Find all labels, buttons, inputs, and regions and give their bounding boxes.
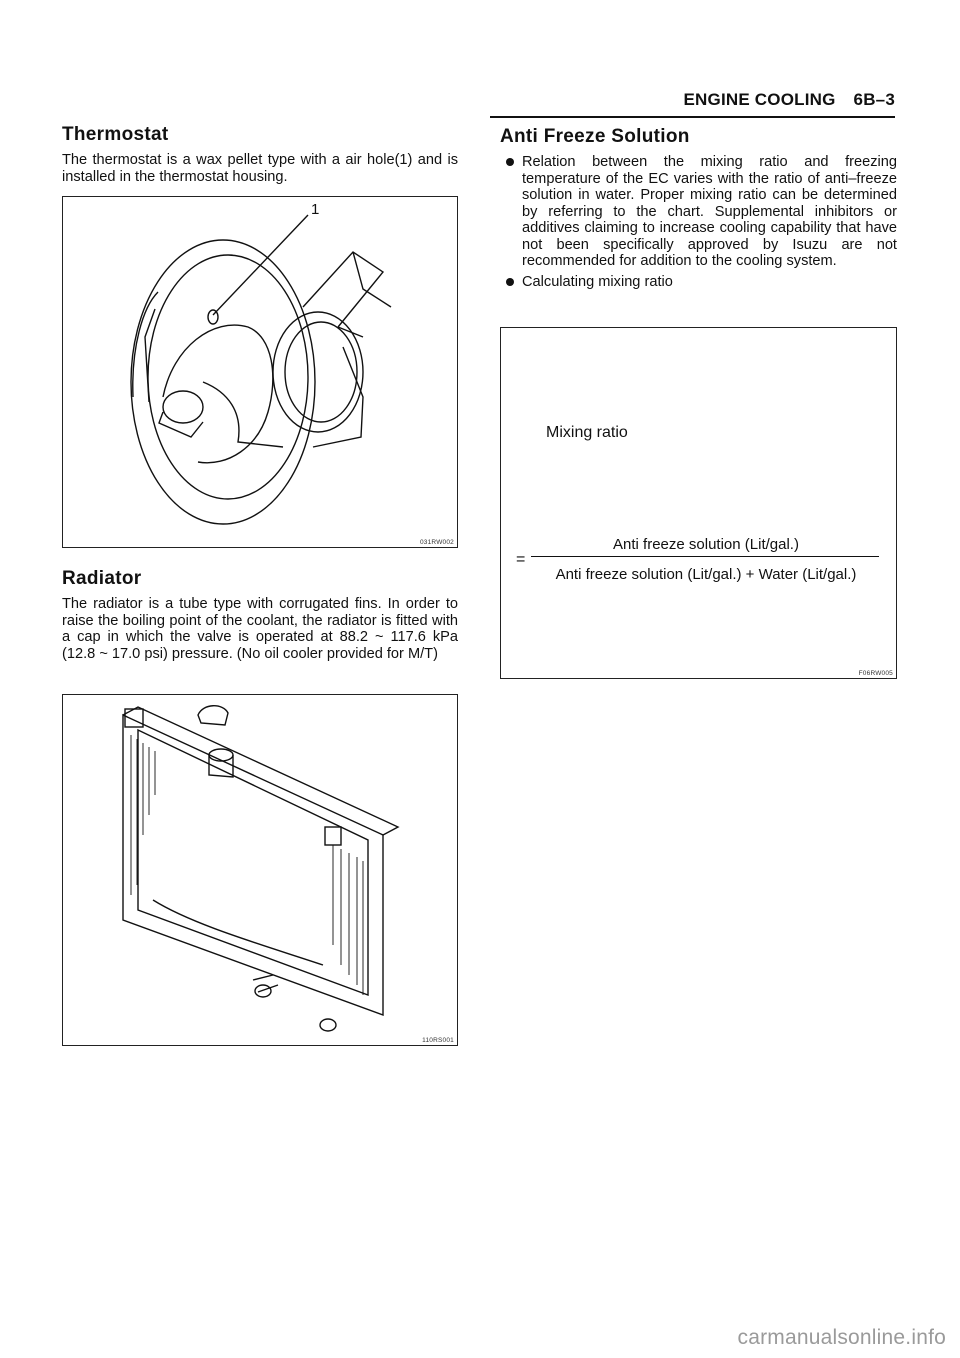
thermostat-figure-code: 031RW002 [419, 539, 454, 546]
radiator-figure [62, 694, 458, 1046]
air-hole [208, 310, 218, 324]
antifreeze-bullets [500, 154, 897, 290]
mixing-ratio-figure [500, 327, 897, 679]
mixing-ratio-figure-code: F06RW005 [858, 670, 893, 677]
antifreeze-section [500, 126, 897, 294]
radiator-section [62, 568, 458, 662]
fraction-bar [531, 556, 879, 557]
antifreeze-heading: Anti Freeze Solution [500, 126, 690, 147]
section-title: ENGINE COOLING [683, 90, 836, 109]
radiator-illustration [63, 695, 457, 1045]
bullet-item: Relation between the mixing ratio and freezing temperature of the EC varies with the ratio of anti–freeze solution in water. Proper mixing ratio can be determined by referring to the chart. Supplemental inhibitors or additives claiming to increase cooling capability that have not been specifically approved by Isuzu are not recommended for addition to the cooling system. [500, 154, 897, 270]
thermostat-heading: Thermostat [62, 124, 169, 145]
formula-denominator: Anti freeze solution (Lit/gal.) + Water (Lit/gal.) [555, 566, 857, 583]
mixing-ratio-title: Mixing ratio [546, 424, 628, 441]
thermostat-body: The thermostat is a wax pellet type with a air hole(1) and is installed in the thermostat housing. [62, 152, 458, 185]
bullet-icon [506, 158, 514, 166]
thermostat-callout: 1 [311, 201, 320, 218]
page-number: 6B–3 [853, 90, 895, 109]
bullet-item: Calculating mixing ratio [500, 274, 897, 291]
page-header [490, 90, 895, 118]
radiator-figure-code: 110RS001 [422, 1037, 454, 1044]
thermostat-figure [62, 196, 458, 548]
watermark: carmanualsonline.info [737, 1326, 946, 1349]
equals-sign: = [516, 551, 526, 568]
radiator-body: The radiator is a tube type with corrugated fins. In order to raise the boiling point of the coolant, the radiator is fitted with a cap in which the valve is operated at 88.2 ~ 117.6 kPa (12.8 ~ 17.0 psi) pressure. (No oil cooler provided for M/T) [62, 596, 458, 662]
thermostat-illustration [63, 197, 457, 547]
thermostat-section [62, 124, 458, 185]
bullet-icon [506, 278, 514, 286]
formula-numerator: Anti freeze solution (Lit/gal.) [613, 536, 799, 553]
radiator-heading: Radiator [62, 568, 142, 589]
